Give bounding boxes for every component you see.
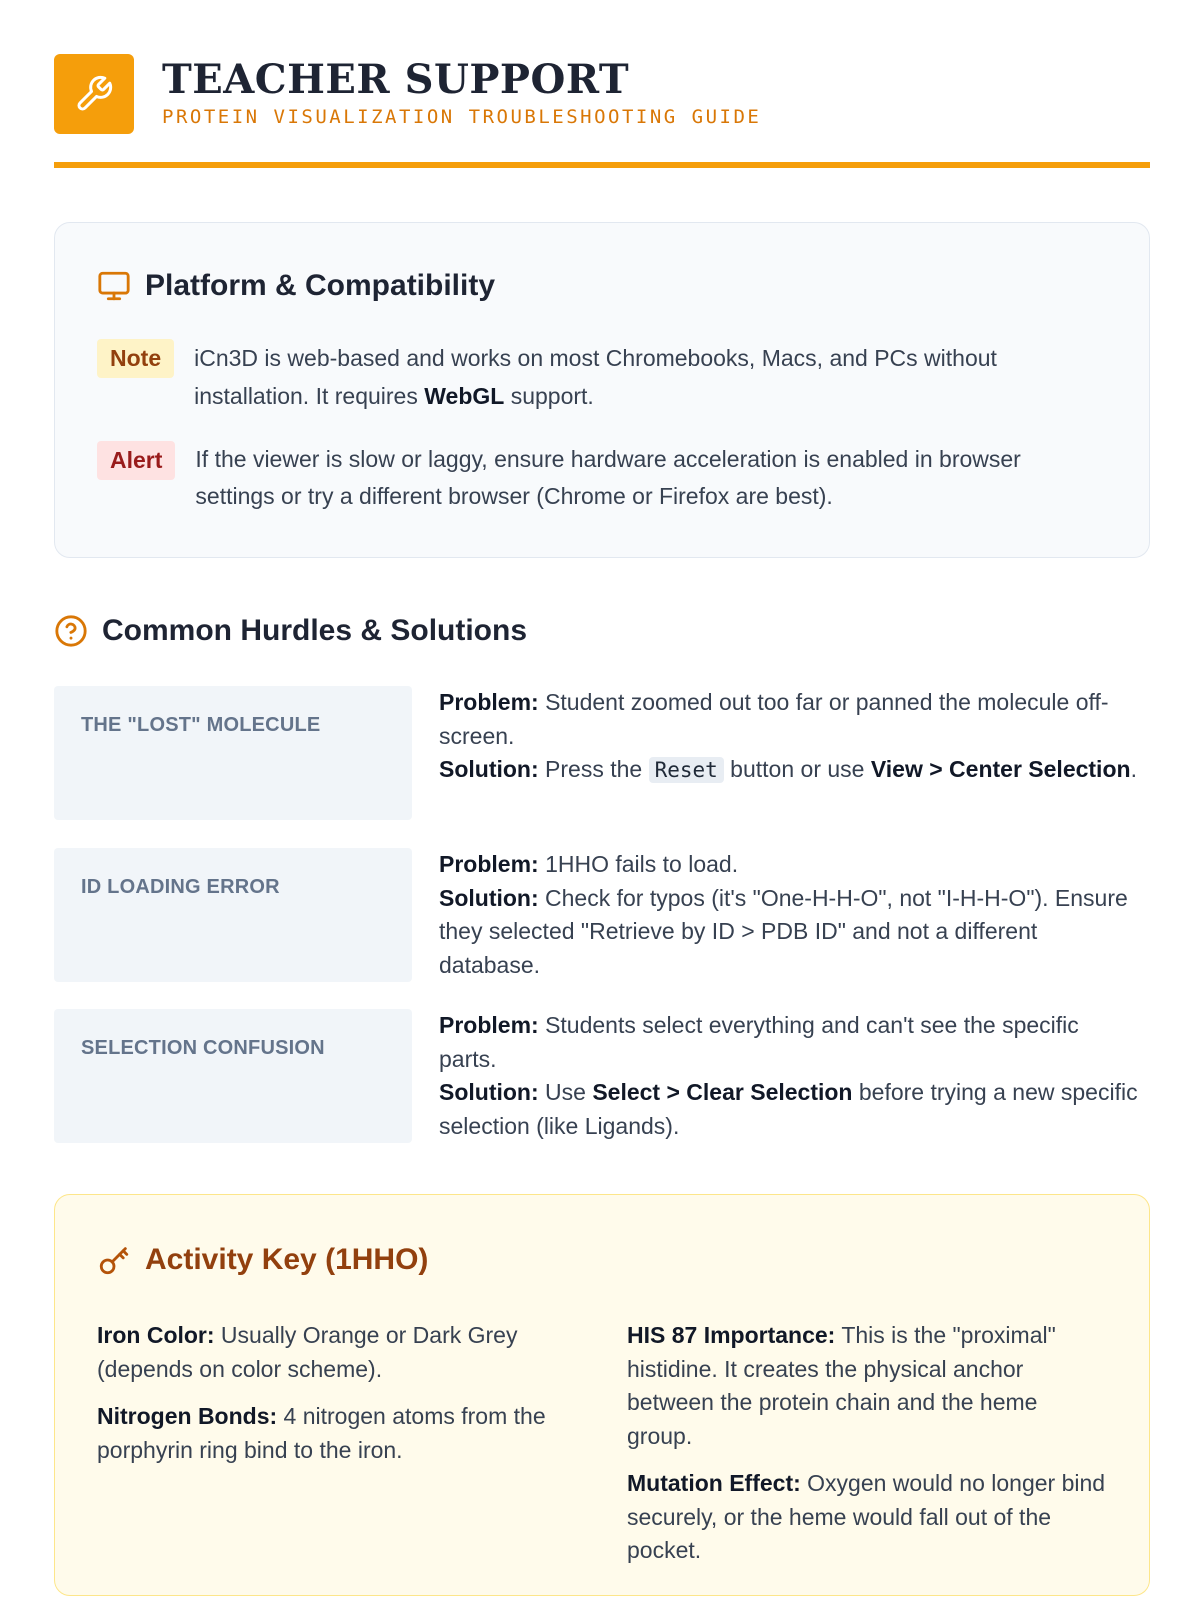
alert-text: If the viewer is slow or laggy, ensure hardware acceleration is enabled in browser settings or try a different browser (Chrome or Firefox are best). — [195, 446, 1021, 509]
activity-key-card — [54, 1194, 1150, 1596]
solution-text-c: . — [1130, 756, 1137, 782]
key-icon — [97, 1243, 131, 1277]
key-item-mutation-effect — [627, 1467, 1107, 1568]
hurdle-label: THE "LOST" MOLECULE — [54, 686, 412, 820]
hurdle-text — [439, 686, 1139, 788]
hurdle-text — [439, 1009, 1139, 1143]
question-circle-icon — [54, 614, 88, 648]
alert-badge: Alert — [97, 441, 175, 480]
platform-card — [54, 222, 1150, 558]
wrench-icon — [74, 74, 114, 114]
solution-text-b: before trying a new specific selection (like Ligands). — [439, 1079, 1138, 1139]
key-item-iron-color — [97, 1319, 587, 1386]
key-item-nitrogen-bonds — [97, 1400, 587, 1467]
note-text-b: support. — [504, 383, 594, 409]
logo — [54, 54, 134, 134]
page-subtitle: PROTEIN VISUALIZATION TROUBLESHOOTING GUIDE — [162, 106, 762, 128]
note-text-bold: WebGL — [424, 383, 505, 409]
hurdles-heading — [54, 614, 527, 648]
key-item-text: Oxygen would no longer bind securely, or the heme would fall out of the pocket. — [627, 1470, 1106, 1563]
hurdle-label: ID LOADING ERROR — [54, 848, 412, 982]
solution-bold: View > Center Selection — [870, 756, 1131, 782]
solution-text-b: button or use — [723, 756, 871, 782]
activity-title: Activity Key (1HHO) — [145, 1243, 429, 1276]
solution-bold: Select > Clear Selection — [592, 1079, 853, 1105]
solution-label: Solution: — [439, 884, 539, 911]
key-item-label: Nitrogen Bonds: — [97, 1403, 278, 1429]
page — [54, 0, 1150, 1563]
key-item-his87 — [627, 1319, 1107, 1453]
note-row — [97, 339, 1094, 415]
key-item-text: This is the "proximal" histidine. It creates the physical anchor between the protein chain and the heme group. — [627, 1322, 1056, 1449]
hurdles-title: Common Hurdles & Solutions — [102, 614, 528, 647]
page-header — [54, 0, 1150, 168]
solution-text: Check for typos (it's "One-H-H-O", not "I-H-H-O"). Ensure they selected "Retrieve by ID > PDB ID" and not a different database. — [439, 884, 1128, 978]
activity-heading — [97, 1243, 428, 1277]
solution-text-a: Use — [538, 1079, 593, 1105]
hurdle-text — [439, 848, 1139, 982]
problem-text: 1HHO fails to load. — [538, 851, 739, 877]
key-item-label: HIS 87 Importance: — [627, 1322, 836, 1348]
hurdle-label: SELECTION CONFUSION — [54, 1009, 412, 1143]
problem-text: Student zoomed out too far or panned the molecule off-screen. — [439, 689, 1109, 749]
platform-heading — [97, 269, 495, 303]
key-item-text: Usually Orange or Dark Grey (depends on color scheme). — [97, 1322, 518, 1382]
problem-label: Problem: — [439, 851, 539, 877]
problem-text: Students select everything and can't see the specific parts. — [439, 1012, 1079, 1072]
solution-text-a: Press the — [538, 756, 649, 782]
key-item-label: Mutation Effect: — [627, 1470, 801, 1496]
problem-label: Problem: — [439, 689, 539, 715]
monitor-icon — [97, 269, 131, 303]
reset-code: Reset — [649, 757, 724, 783]
platform-title: Platform & Compatibility — [145, 269, 496, 302]
note-badge: Note — [97, 339, 174, 378]
note-text-a: iCn3D is web-based and works on most Chromebooks, Macs, and PCs without installation. It requires — [194, 345, 997, 409]
page-title: TEACHER SUPPORT — [162, 56, 630, 103]
note-text — [194, 339, 1094, 415]
problem-label: Problem: — [439, 1012, 539, 1038]
solution-label: Solution: — [439, 756, 539, 782]
key-item-text: 4 nitrogen atoms from the porphyrin ring bind to the iron. — [97, 1403, 546, 1463]
solution-label: Solution: — [439, 1079, 539, 1105]
key-item-label: Iron Color: — [97, 1322, 215, 1348]
alert-row — [97, 441, 1095, 515]
